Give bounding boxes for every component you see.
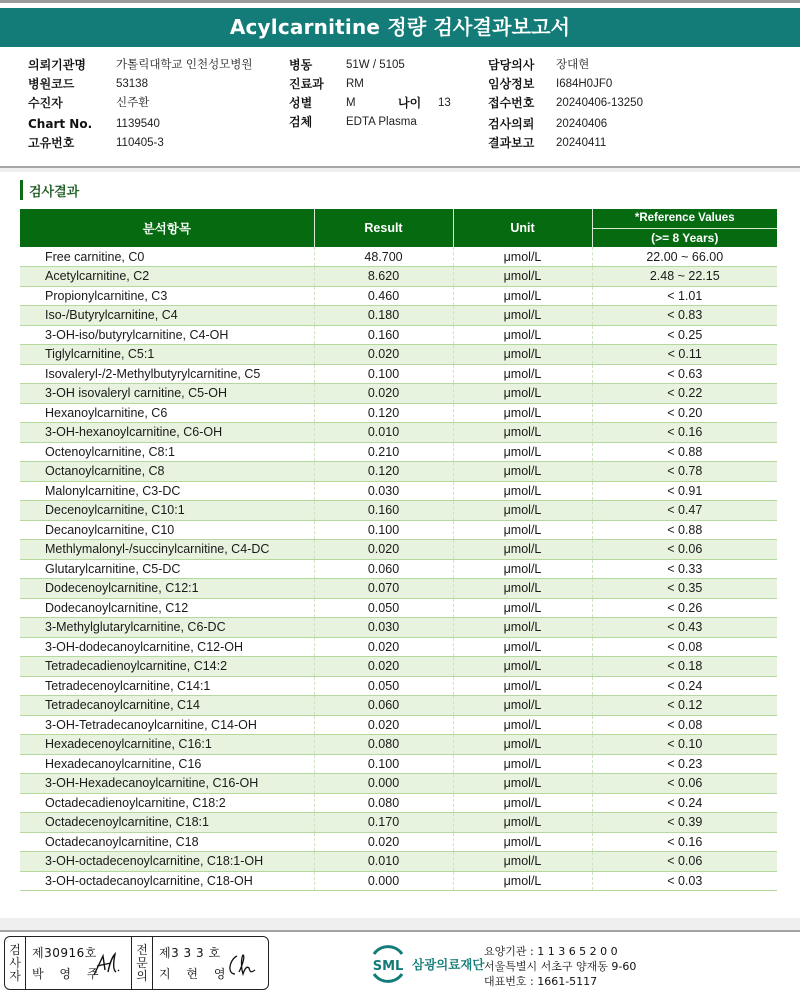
table-header-row — [20, 209, 777, 228]
info-label: 담당의사 — [488, 58, 535, 72]
cell-result: 0.160 — [314, 501, 453, 521]
info-value: 장대현 — [556, 59, 590, 71]
cell-unit: μmol/L — [453, 384, 592, 404]
cell-reference: < 0.12 — [592, 696, 777, 716]
cell-result: 0.060 — [314, 696, 453, 716]
cell-unit: μmol/L — [453, 871, 592, 891]
top-border — [0, 0, 800, 3]
table-row — [20, 442, 777, 462]
info-column-3 — [488, 56, 643, 153]
info-value-sex: M — [346, 97, 356, 109]
cell-reference: < 0.16 — [592, 423, 777, 443]
info-label: 진료과 — [289, 77, 324, 91]
patient-info — [0, 56, 800, 156]
cell-analyte: Methlymalonyl-/succinylcarnitine, C4-DC — [20, 540, 314, 560]
cell-analyte: 3-OH-dodecanoylcarnitine, C12-OH — [20, 637, 314, 657]
table-row — [20, 793, 777, 813]
cell-result: 0.210 — [314, 442, 453, 462]
cell-analyte: Hexanoylcarnitine, C6 — [20, 403, 314, 423]
cell-analyte: Hexadecanoylcarnitine, C16 — [20, 754, 314, 774]
role-char: 전 — [136, 942, 148, 957]
cell-result: 0.020 — [314, 657, 453, 677]
cell-analyte: Octadecenoylcarnitine, C18:1 — [20, 813, 314, 833]
role-char: 문 — [136, 955, 148, 970]
footer-divider — [0, 918, 800, 932]
table-row — [20, 618, 777, 638]
cell-unit: μmol/L — [453, 637, 592, 657]
info-label: 임상정보 — [488, 77, 535, 91]
cell-analyte: 3-OH isovaleryl carnitine, C5-OH — [20, 384, 314, 404]
cell-unit: μmol/L — [453, 442, 592, 462]
cell-reference: 2.48 ~ 22.15 — [592, 267, 777, 287]
cell-result: 0.010 — [314, 423, 453, 443]
cell-reference: < 0.43 — [592, 618, 777, 638]
cell-unit: μmol/L — [453, 501, 592, 521]
cell-unit: μmol/L — [453, 423, 592, 443]
info-row-receipt-no — [488, 94, 643, 113]
info-label: 접수번호 — [488, 96, 535, 110]
table-row — [20, 657, 777, 677]
cell-unit: μmol/L — [453, 559, 592, 579]
info-value: 20240406-13250 — [556, 97, 643, 109]
info-row-clinical-info — [488, 75, 643, 94]
info-value: 신주환 — [116, 97, 150, 109]
inspector-role-label — [5, 937, 26, 989]
cell-result: 0.120 — [314, 462, 453, 482]
cell-reference: < 1.01 — [592, 286, 777, 306]
cell-analyte: Free carnitine, C0 — [20, 247, 314, 267]
cell-unit: μmol/L — [453, 618, 592, 638]
info-label: 결과보고 — [488, 136, 535, 150]
sml-logo — [366, 942, 484, 986]
cell-reference: < 0.06 — [592, 852, 777, 872]
info-row-report-date — [488, 134, 643, 153]
cell-reference: < 0.16 — [592, 832, 777, 852]
cell-analyte: Glutarylcarnitine, C5-DC — [20, 559, 314, 579]
cell-unit: μmol/L — [453, 306, 592, 326]
cell-reference: < 0.83 — [592, 306, 777, 326]
cell-analyte: 3-OH-octadecanoylcarnitine, C18-OH — [20, 871, 314, 891]
cell-unit: μmol/L — [453, 715, 592, 735]
role-char: 사 — [9, 955, 21, 970]
info-column-1 — [28, 56, 253, 153]
table-row — [20, 325, 777, 345]
cell-analyte: Octadecanoylcarnitine, C18 — [20, 832, 314, 852]
cell-reference: < 0.11 — [592, 345, 777, 365]
info-row-request-date — [488, 115, 643, 134]
cell-analyte: Hexadecenoylcarnitine, C16:1 — [20, 735, 314, 755]
cell-result: 0.460 — [314, 286, 453, 306]
table-row — [20, 403, 777, 423]
table-row — [20, 423, 777, 443]
inspector-license: 제30916호 — [32, 946, 97, 960]
specialist-name: 지 현 영 — [159, 967, 232, 981]
cell-reference: < 0.20 — [592, 403, 777, 423]
info-row-unique-no — [28, 134, 253, 153]
cell-analyte: 3-OH-hexanoylcarnitine, C6-OH — [20, 423, 314, 443]
cell-result: 0.020 — [314, 345, 453, 365]
info-value-age: 13 — [438, 97, 451, 109]
cell-reference: < 0.03 — [592, 871, 777, 891]
signature-box — [4, 936, 269, 990]
cell-analyte: Iso-/Butyrylcarnitine, C4 — [20, 306, 314, 326]
cell-unit: μmol/L — [453, 247, 592, 267]
cell-result: 0.100 — [314, 364, 453, 384]
info-value: 20240406 — [556, 118, 608, 130]
cell-reference: < 0.47 — [592, 501, 777, 521]
cell-unit: μmol/L — [453, 676, 592, 696]
cell-result: 0.080 — [314, 793, 453, 813]
org-address — [484, 944, 636, 989]
cell-reference: < 0.24 — [592, 676, 777, 696]
report-title: Acylcarnitine 정량 검사결과보고서 — [0, 8, 800, 47]
inspector-signature-icon — [91, 950, 125, 978]
cell-analyte: 3-OH-Hexadecanoylcarnitine, C16-OH — [20, 774, 314, 794]
header-reference: *Reference Values — [592, 209, 777, 228]
cell-result: 0.100 — [314, 754, 453, 774]
role-char: 자 — [9, 968, 21, 983]
cell-result: 0.020 — [314, 715, 453, 735]
cell-result: 8.620 — [314, 267, 453, 287]
cell-analyte: Malonylcarnitine, C3-DC — [20, 481, 314, 501]
table-row — [20, 637, 777, 657]
info-row-sex-age — [289, 94, 451, 113]
info-row-doctor — [488, 56, 643, 75]
cell-result: 0.170 — [314, 813, 453, 833]
address-line: 서울특별시 서초구 양재동 9-60 — [484, 960, 637, 973]
info-value: 51W / 5105 — [346, 59, 405, 71]
cell-result: 0.000 — [314, 774, 453, 794]
cell-result: 0.020 — [314, 637, 453, 657]
cell-result: 0.020 — [314, 384, 453, 404]
cell-unit: μmol/L — [453, 267, 592, 287]
cell-unit: μmol/L — [453, 540, 592, 560]
table-row — [20, 520, 777, 540]
cell-result: 0.010 — [314, 852, 453, 872]
cell-result: 0.030 — [314, 618, 453, 638]
section-title: 검사결과 — [29, 184, 80, 200]
table-row — [20, 267, 777, 287]
cell-analyte: Octanoylcarnitine, C8 — [20, 462, 314, 482]
cell-unit: μmol/L — [453, 462, 592, 482]
info-row-department — [289, 75, 451, 94]
section-marker — [20, 180, 23, 200]
info-row-patient — [28, 94, 253, 113]
cell-result: 0.020 — [314, 540, 453, 560]
cell-reference: < 0.88 — [592, 442, 777, 462]
table-row — [20, 774, 777, 794]
table-row — [20, 579, 777, 599]
table-row — [20, 364, 777, 384]
cell-reference: < 0.25 — [592, 325, 777, 345]
cell-reference: < 0.35 — [592, 579, 777, 599]
table-row — [20, 813, 777, 833]
cell-unit: μmol/L — [453, 852, 592, 872]
cell-reference: < 0.22 — [592, 384, 777, 404]
cell-analyte: Octadecadienoylcarnitine, C18:2 — [20, 793, 314, 813]
cell-analyte: Decanoylcarnitine, C10 — [20, 520, 314, 540]
cell-unit: μmol/L — [453, 520, 592, 540]
cell-analyte: Tetradecenoylcarnitine, C14:1 — [20, 676, 314, 696]
info-value: 20240411 — [556, 137, 607, 149]
info-label: 병원코드 — [28, 77, 75, 91]
table-row — [20, 462, 777, 482]
sml-logo-icon — [366, 942, 410, 986]
cell-result: 48.700 — [314, 247, 453, 267]
table-row — [20, 559, 777, 579]
cell-result: 0.120 — [314, 403, 453, 423]
cell-result: 0.080 — [314, 735, 453, 755]
cell-reference: < 0.91 — [592, 481, 777, 501]
logo-text: SML — [372, 959, 404, 974]
cell-reference: 22.00 ~ 66.00 — [592, 247, 777, 267]
cell-analyte: 3-Methylglutarylcarnitine, C6-DC — [20, 618, 314, 638]
cell-analyte: Propionylcarnitine, C3 — [20, 286, 314, 306]
table-row — [20, 754, 777, 774]
cell-result: 0.000 — [314, 871, 453, 891]
cell-result: 0.160 — [314, 325, 453, 345]
info-row-chart-no — [28, 115, 253, 134]
header-result: Result — [314, 209, 453, 247]
specialist-role-label — [132, 937, 153, 989]
info-row-specimen — [289, 113, 451, 132]
cell-reference: < 0.06 — [592, 774, 777, 794]
cell-reference: < 0.08 — [592, 715, 777, 735]
cell-reference: < 0.88 — [592, 520, 777, 540]
cell-reference: < 0.24 — [592, 793, 777, 813]
info-label: 고유번호 — [28, 136, 75, 150]
table-row — [20, 384, 777, 404]
cell-result: 0.180 — [314, 306, 453, 326]
inspector-cell — [26, 937, 132, 989]
info-label-age: 나이 — [398, 96, 422, 110]
table-row — [20, 871, 777, 891]
cell-unit: μmol/L — [453, 325, 592, 345]
header-unit: Unit — [453, 209, 592, 247]
cell-analyte: Decenoylcarnitine, C10:1 — [20, 501, 314, 521]
table-row — [20, 501, 777, 521]
header-item: 분석항목 — [20, 209, 314, 247]
cell-result: 0.020 — [314, 832, 453, 852]
cell-result: 0.060 — [314, 559, 453, 579]
divider-band — [0, 168, 800, 172]
cell-reference: < 0.23 — [592, 754, 777, 774]
role-char: 의 — [136, 968, 148, 983]
cell-unit: μmol/L — [453, 832, 592, 852]
cell-analyte: Tetradecadienoylcarnitine, C14:2 — [20, 657, 314, 677]
cell-reference: < 0.33 — [592, 559, 777, 579]
cell-result: 0.030 — [314, 481, 453, 501]
table-row — [20, 247, 777, 267]
cell-analyte: Octenoylcarnitine, C8:1 — [20, 442, 314, 462]
cell-reference: < 0.78 — [592, 462, 777, 482]
info-row-hospital-code — [28, 75, 253, 94]
address-line: 대표번호 : 1661-5117 — [484, 975, 598, 988]
specialist-signature-icon — [225, 950, 259, 978]
table-row — [20, 832, 777, 852]
table-row — [20, 345, 777, 365]
cell-reference: < 0.10 — [592, 735, 777, 755]
cell-unit: μmol/L — [453, 793, 592, 813]
cell-unit: μmol/L — [453, 696, 592, 716]
address-line: 요양기관 : 1 1 3 6 5 2 0 0 — [484, 945, 618, 958]
table-row — [20, 852, 777, 872]
table-row — [20, 286, 777, 306]
table-row — [20, 735, 777, 755]
cell-unit: μmol/L — [453, 579, 592, 599]
cell-analyte: Acetylcarnitine, C2 — [20, 267, 314, 287]
info-label: 검체 — [289, 115, 313, 129]
cell-analyte: 3-OH-octadecenoylcarnitine, C18:1-OH — [20, 852, 314, 872]
cell-unit: μmol/L — [453, 774, 592, 794]
table-row — [20, 715, 777, 735]
cell-unit: μmol/L — [453, 598, 592, 618]
cell-reference: < 0.63 — [592, 364, 777, 384]
cell-reference: < 0.06 — [592, 540, 777, 560]
role-char: 검 — [9, 942, 21, 957]
cell-result: 0.050 — [314, 676, 453, 696]
cell-unit: μmol/L — [453, 735, 592, 755]
cell-reference: < 0.08 — [592, 637, 777, 657]
info-row-ward — [289, 56, 451, 75]
cell-analyte: Dodecanoylcarnitine, C12 — [20, 598, 314, 618]
info-label: 검사의뢰 — [488, 117, 535, 131]
table-row — [20, 696, 777, 716]
cell-reference: < 0.39 — [592, 813, 777, 833]
cell-analyte: Isovaleryl-/2-Methylbutyrylcarnitine, C5 — [20, 364, 314, 384]
info-value: EDTA Plasma — [346, 116, 417, 128]
section-heading — [20, 179, 79, 201]
inspector-name: 박 영 주 — [32, 967, 105, 981]
table-row — [20, 676, 777, 696]
info-label: 의뢰기관명 — [28, 58, 86, 72]
cell-analyte: Tetradecanoylcarnitine, C14 — [20, 696, 314, 716]
results-table — [20, 209, 777, 891]
info-label: 수진자 — [28, 96, 63, 110]
table-row — [20, 306, 777, 326]
cell-unit: μmol/L — [453, 403, 592, 423]
info-value: 110405-3 — [116, 137, 164, 149]
cell-analyte: Dodecenoylcarnitine, C12:1 — [20, 579, 314, 599]
specialist-cell — [153, 937, 265, 989]
cell-analyte: Tiglylcarnitine, C5:1 — [20, 345, 314, 365]
table-body — [20, 247, 777, 891]
cell-reference: < 0.26 — [592, 598, 777, 618]
info-label: Chart No. — [28, 117, 93, 131]
info-value: 1139540 — [116, 118, 160, 130]
cell-result: 0.050 — [314, 598, 453, 618]
cell-analyte: 3-OH-Tetradecanoylcarnitine, C14-OH — [20, 715, 314, 735]
table-row — [20, 481, 777, 501]
cell-unit: μmol/L — [453, 345, 592, 365]
info-label: 성별 — [289, 96, 313, 110]
info-label: 병동 — [289, 58, 313, 72]
info-value: I684H0JF0 — [556, 78, 613, 90]
cell-unit: μmol/L — [453, 286, 592, 306]
cell-unit: μmol/L — [453, 813, 592, 833]
specialist-license: 제3 3 3 호 — [159, 946, 221, 960]
header-reference-sub: (>= 8 Years) — [592, 228, 777, 247]
org-name: 삼광의료재단 — [412, 957, 485, 972]
cell-unit: μmol/L — [453, 754, 592, 774]
info-row-institution — [28, 56, 253, 75]
cell-unit: μmol/L — [453, 657, 592, 677]
cell-result: 0.100 — [314, 520, 453, 540]
info-value: RM — [346, 78, 364, 90]
table-row — [20, 598, 777, 618]
cell-reference: < 0.18 — [592, 657, 777, 677]
cell-unit: μmol/L — [453, 364, 592, 384]
cell-result: 0.070 — [314, 579, 453, 599]
info-column-2 — [289, 56, 451, 132]
cell-analyte: 3-OH-iso/butyrylcarnitine, C4-OH — [20, 325, 314, 345]
info-value: 53138 — [116, 78, 148, 90]
info-value: 가톨릭대학교 인천성모병원 — [116, 59, 253, 71]
cell-unit: μmol/L — [453, 481, 592, 501]
table-row — [20, 540, 777, 560]
